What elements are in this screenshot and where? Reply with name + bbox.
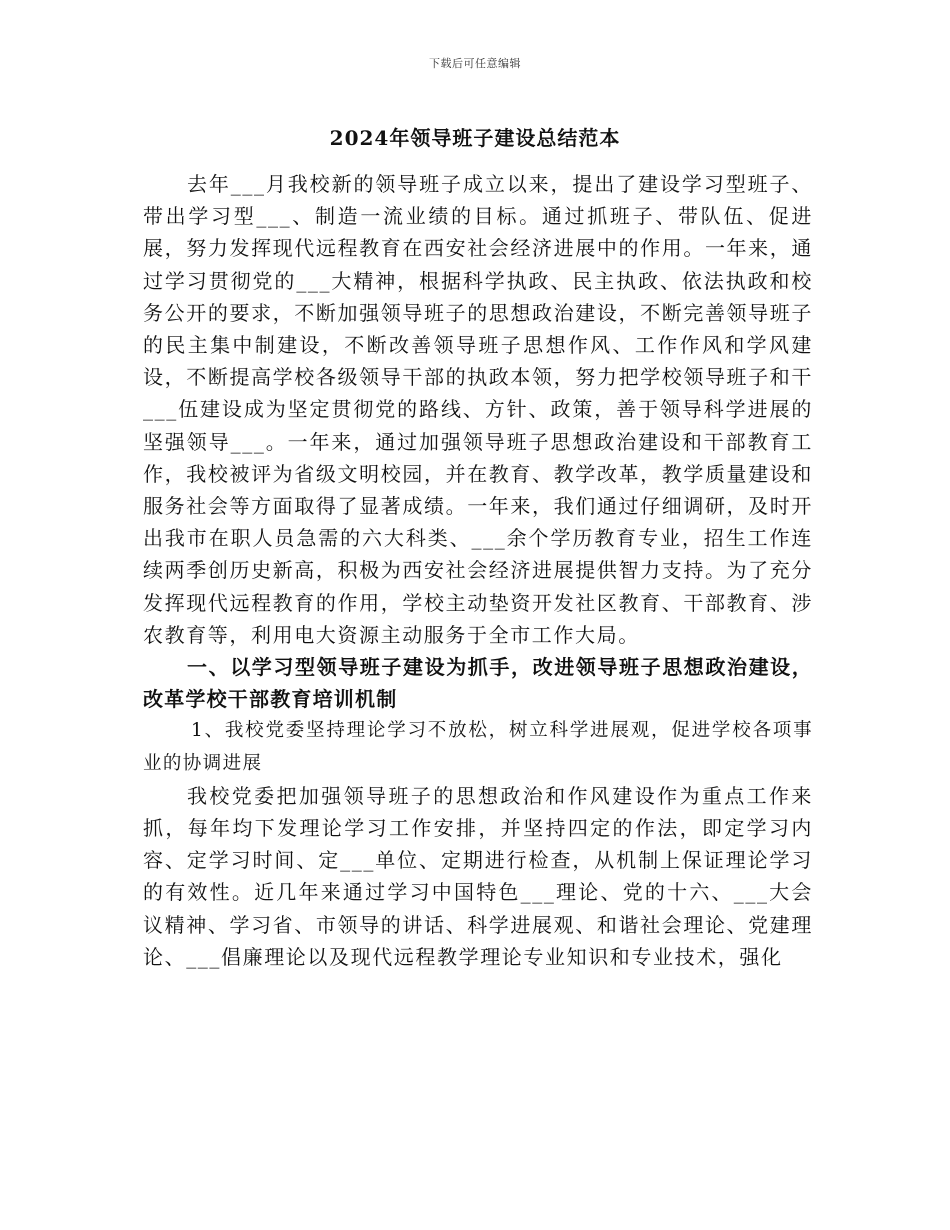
document-body [143,168,813,973]
header-note: 下载后可任意编辑 [429,57,521,70]
subsection-heading-1: 1、我校党委坚持理论学习不放松，树立科学进展观，促进学校各项事业的协调进展 [143,720,813,774]
section-heading-1: 一、以学习型领导班子建设为抓手，改进领导班子思想政治建设，改革学校干部教育培训机制 [143,655,813,712]
intro-paragraph: 去年___月我校新的领导班子成立以来，提出了建设学习型班子、带出学习型___、制造一流业绩的目标。通过抓班子、带队伍、促进展，努力发挥现代远程教育在西安社会经济进展中的作用。一年来，通过学习贯彻党的___大精神，根据科学执政、民主执政、依法执政和校务公开的要求，不断加强领导班子的思想政治建设，不断完善领导班子的民主集中制建设，不断改善领导班子思想作风、工作作风和学风建设，不断提高学校各级领导干部的执政本领，努力把学校领导班子和干___伍建设成为坚定贯彻党的路线、方针、政策，善于领导科学进展的坚强领导___。一年来，通过加强领导班子思想政治建设和干部教育工作，我校被评为省级文明校园，并在教育、教学改革，教学质量建设和服务社会等方面取得了显著成绩。一年来，我们通过仔细调研，及时开出我市在职人员急需的六大科类、___余个学历教育专业，招生工作连续两季创历史新高，积极为西安社会经济进展提供智力支持。为了充分发挥现代远程教育的作用，学校主动垫资开发社区教育、干部教育、涉农教育等，利用电大资源主动服务于全市工作大局。 [143,172,813,647]
body-paragraph-2: 我校党委把加强领导班子的思想政治和作风建设作为重点工作来抓，每年均下发理论学习工作安排，并坚持四定的作法，即定学习内容、定学习时间、定___单位、定期进行检查，从机制上保证理论学习的有效性。近几年来通过学习中国特色___理论、党的十六、___大会议精神、学习省、市领导的讲话、科学进展观、和谐社会理论、党建理论、___倡廉理论以及现代远程教学理论专业知识和专业技术，强化 [143,783,813,969]
document-title: 2024年领导班子建设总结范本 [329,126,621,150]
